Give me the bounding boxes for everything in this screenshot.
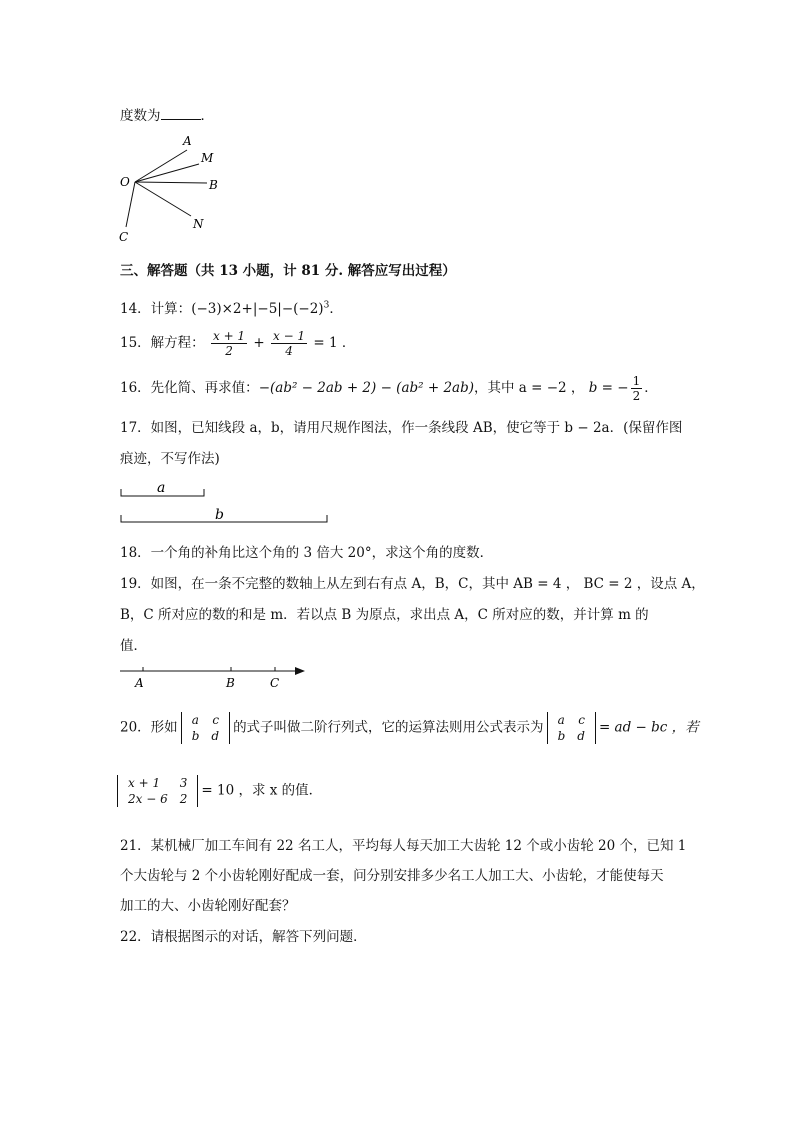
question-17-line1: 17．如图，已知线段 a，b，请用尺规作图法，作一条线段 AB，使它等于 b − 2a．(保留作图 bbox=[120, 420, 683, 436]
segments-figure bbox=[115, 476, 335, 526]
label-a: A bbox=[183, 134, 192, 148]
answer-blank bbox=[161, 107, 201, 120]
determinant-generic: a c b d bbox=[181, 712, 230, 744]
question-19-line1: 19．如图，在一条不完整的数轴上从左到右有点 A，B，C，其中 AB = 4 ， BC = 2 ，设点 A， bbox=[120, 576, 705, 592]
angle-figure bbox=[115, 130, 225, 250]
question-22: 22．请根据图示的对话，解答下列问题． bbox=[120, 929, 367, 945]
fraction-half: $\frac{1}{2}$ bbox=[632, 374, 641, 403]
question-19-line2: B，C 所对应的数的和是 m．若以点 B 为原点，求出点 A，C 所对应的数，并计算 m 的 bbox=[120, 607, 649, 623]
question-17-line2: 痕迹，不写作法) bbox=[120, 451, 220, 467]
q13-tail: 度数为 ． bbox=[120, 108, 214, 124]
determinant-given: x + 1 3 2x − 6 2 bbox=[117, 775, 198, 807]
segment-b bbox=[121, 515, 327, 522]
number-line bbox=[115, 660, 315, 692]
ray-om bbox=[135, 164, 199, 182]
question-20-line1: 20．形如 a c b d 的式子叫做二阶行列式，它的运算法则用公式表示为 a c b d = ad − bc ，若 bbox=[120, 713, 699, 743]
fraction-1: $\frac{x + 1}{2}$ bbox=[212, 329, 246, 358]
point-c-label: C bbox=[270, 676, 280, 690]
question-14: 14．计算：$(-3)\times 2+|-5|-(-2)^3$． bbox=[120, 300, 343, 317]
label-b: B bbox=[209, 178, 218, 192]
fraction-2: $\frac{x - 1}{4}$ bbox=[272, 329, 306, 358]
section-title: 三、解答题（共 13 小题，计 81 分. 解答应写出过程） bbox=[120, 263, 456, 279]
label-o: O bbox=[120, 175, 130, 189]
segment-b-label: b bbox=[215, 507, 224, 523]
point-b-label: B bbox=[226, 676, 235, 690]
question-21-line1: 21．某机械厂加工车间有 22 名工人，平均每人每天加工大齿轮 12 个或小齿轮 20 个，已知 1 bbox=[120, 838, 687, 854]
axis-arrow bbox=[295, 667, 305, 675]
question-20-line2: x + 1 3 2x − 6 2 = 10 ，求 x 的值． bbox=[114, 775, 322, 807]
ray-oa bbox=[135, 150, 187, 182]
question-18: 18．一个角的补角比这个角的 3 倍大 20°，求这个角的度数． bbox=[120, 545, 494, 561]
question-15: 15．解方程： $\frac{x + 1}{2}$ + $\frac{x - 1}{4}$ = 1 ． bbox=[120, 329, 356, 358]
label-m: M bbox=[201, 151, 214, 165]
label-n: N bbox=[193, 217, 204, 231]
label-c: C bbox=[119, 230, 129, 244]
determinant-formula: a c b d bbox=[547, 712, 596, 744]
question-21-line2: 个大齿轮与 2 个小齿轮刚好配成一套，问分别安排多少名工人加工大、小齿轮，才能使每天 bbox=[120, 868, 664, 884]
ray-ob bbox=[135, 182, 207, 183]
segment-a-label: a bbox=[157, 480, 166, 496]
question-19-line3: 值． bbox=[120, 638, 147, 654]
ray-on bbox=[135, 182, 191, 216]
question-16: 16．先化简、再求值：−(ab² − 2ab + 2) − (ab² + 2ab)，其中 a = −2 ， b = − $\frac{1}{2}$ ． bbox=[120, 374, 658, 403]
point-a-label: A bbox=[135, 676, 144, 690]
question-21-line3: 加工的大、小齿轮刚好配套？ bbox=[120, 898, 296, 914]
